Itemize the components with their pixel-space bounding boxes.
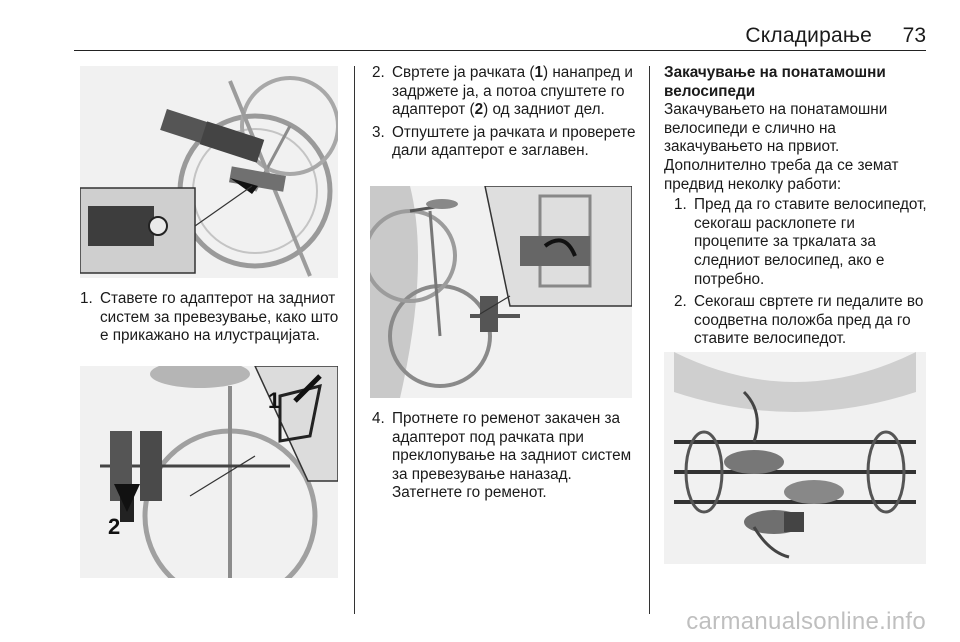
- step-text: Отпуштете ја рачката и проверете дали адаптерот е заглавен.: [392, 123, 636, 160]
- section-heading: Закачување на понатамошни велосипеди: [664, 64, 886, 100]
- multiple-bikes-illustration: [664, 352, 926, 564]
- step-ref-bold: 2: [474, 101, 484, 119]
- figure-multiple-bikes: [664, 352, 926, 564]
- paragraph: Закачувањето на понатамошни велосипеди е слично на закачувањето на првиот.: [664, 101, 888, 156]
- list-item: [80, 290, 342, 346]
- step-text: Пред да го ставите велосипедот, секогаш расклопете ги процепите за тркалата за следниот велосипед, ако е потребно.: [694, 196, 927, 288]
- page-number: 73: [902, 24, 926, 47]
- figure-handle-adapter: [80, 366, 338, 578]
- step-text: Секогаш свртете ги педалите во соодветна положба пред да го ставите велосипедот.: [694, 293, 924, 348]
- step-text-part: Свртете ја рачката (: [392, 64, 535, 81]
- figure-adapter-locked: [370, 186, 632, 398]
- step-text: [392, 64, 638, 120]
- bike-on-rack-illustration: [370, 186, 632, 398]
- left-column-text: [80, 290, 342, 350]
- step-text-part: ) од задниот дел.: [483, 101, 605, 119]
- list-item: [372, 124, 638, 161]
- column-divider-left: [354, 66, 355, 614]
- middle-column-text-top: [372, 64, 638, 165]
- paragraph: Дополнително треба да се земат предвид неколку работи:: [664, 156, 899, 193]
- figure-adapter-placement: [80, 66, 338, 278]
- list-item: [674, 293, 930, 349]
- middle-column-text-bottom: [372, 410, 638, 507]
- list-item: [372, 64, 638, 120]
- bike-rack-illustration: [80, 66, 338, 278]
- right-column-text: [664, 64, 930, 353]
- list-item: [674, 196, 930, 289]
- step-number: 2.: [372, 64, 385, 81]
- callout-1: 1: [268, 388, 281, 413]
- step-text: Протнете го ременот закачен за адаптерот под рачката при преклопување на задниот систем за превезување наназад. Затегнете го ременот.: [392, 410, 632, 502]
- list-item: [372, 410, 638, 503]
- page-title: Складирање: [745, 24, 872, 47]
- step-number: 2.: [674, 293, 687, 311]
- page-header: [0, 0, 960, 52]
- step-ref-bold: 1: [534, 64, 543, 81]
- column-divider-right: [649, 66, 650, 614]
- step-text: Ставете го адаптерот на задниот систем за превезување, како што е прикажано на илустрацијата.: [100, 290, 339, 345]
- watermark: carmanualsonline.info: [686, 608, 926, 635]
- step-number: 1.: [674, 196, 687, 214]
- bike-rack-handle-illustration: [80, 366, 338, 578]
- step-text-part: ) нанапред и задржете ја, а потоа спуштете го адаптерот (: [392, 64, 633, 119]
- callout-2: 2: [108, 514, 121, 539]
- step-number: 4.: [372, 410, 385, 427]
- step-number: 1.: [80, 290, 93, 307]
- header-rule: [74, 50, 926, 51]
- step-number: 3.: [372, 123, 385, 141]
